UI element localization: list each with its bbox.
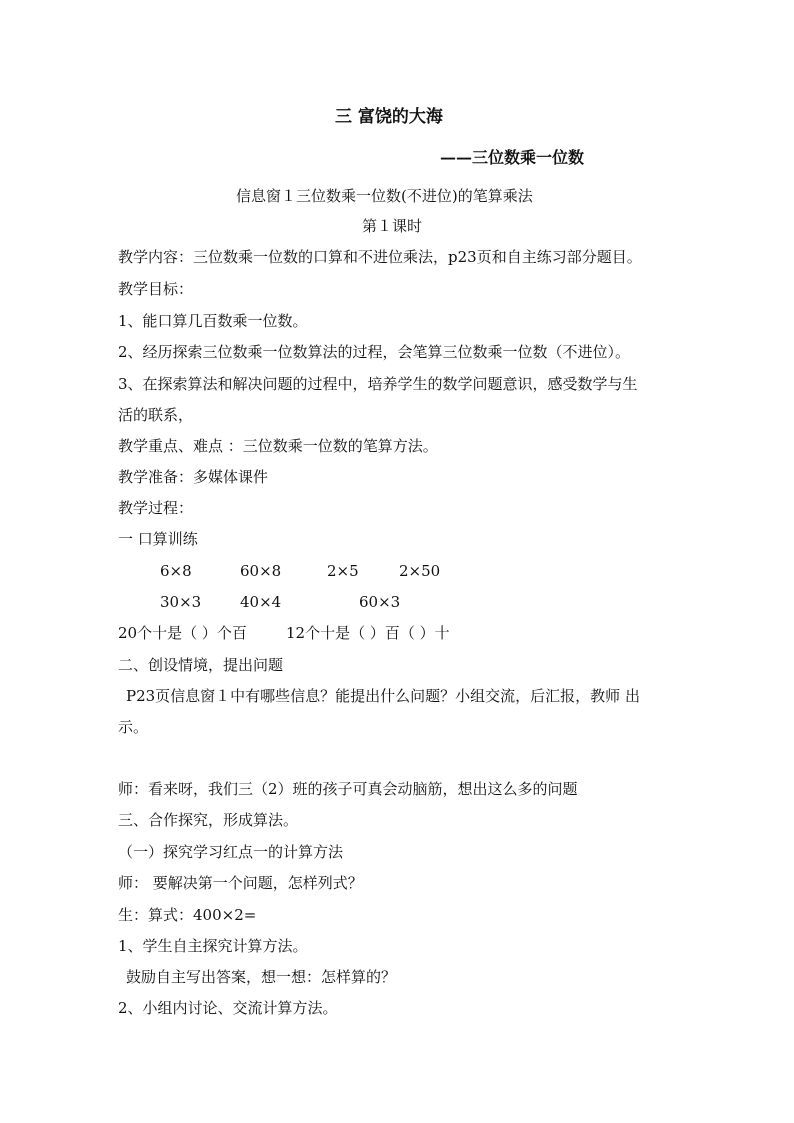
p23-question-line-2: 示。 [118,718,149,736]
oral-item: 2×5 [327,562,359,580]
process-heading: 教学过程： [118,499,194,517]
step-2: 2、小组内讨论、交流计算方法。 [118,999,338,1017]
p23-question-line-1: P23页信息窗１中有哪些信息？能提出什么问题？小组交流，后汇报，教师 出 [126,687,640,705]
oral-item: 60×8 [240,562,282,580]
goal-3-line-1: 3、在探索算法和解决问题的过程中，培养学生的数学问题意识，感受数学与生 [118,375,638,393]
section-1-heading: 一 口算训练 [118,530,198,548]
encourage-note: 鼓励自主写出答案，想一想：怎样算的？ [126,968,397,986]
oral-fill-blank-1: 20个十是（ ）个百 [118,624,247,642]
oral-item: 30×3 [160,593,202,611]
section-3-heading: 三、合作探究，形成算法。 [118,811,299,829]
step-1: 1、学生自主探究计算方法。 [118,937,308,955]
teacher-question: 师： 要解决第一个问题，怎样列式？ [118,874,363,892]
oral-item: 6×8 [160,562,192,580]
lesson-number: 第１课时 [362,217,423,235]
preparation: 教学准备：多媒体课件 [118,468,269,486]
goal-2: 2、经历探索三位数乘一位数算法的过程，会笔算三位数乘一位数（不进位）。 [118,343,631,361]
key-points: 教学重点、难点 ：三位数乘一位数的笔算方法。 [118,437,438,455]
goal-1: 1、能口算几百数乘一位数。 [118,312,308,330]
teaching-content: 教学内容：三位数乘一位数的口算和不进位乘法，p23页和自主练习部分题目。 [118,248,642,266]
oral-item: 60×3 [359,593,401,611]
goals-heading: 教学目标： [118,280,194,298]
section-2-heading: 二、创设情境，提出问题 [118,656,284,674]
oral-item: 2×50 [399,562,441,580]
page-title: 三 富饶的大海 [335,107,443,127]
teacher-remark: 师：看来呀，我们三（2）班的孩子可真会动脑筋，想出这么多的问题 [118,780,578,798]
info-window-heading: 信息窗１三位数乘一位数(不进位)的笔算乘法 [236,187,533,205]
oral-item: 40×4 [240,593,282,611]
subsection-1-heading: （一）探究学习红点一的计算方法 [118,843,344,861]
oral-fill-blank-2: 12个十是（ ）百（ ）十 [286,624,450,642]
page-subtitle: ——三位数乘一位数 [440,148,585,167]
student-answer: 生：算式：400×2= [118,906,257,924]
goal-3-line-2: 活的联系， [118,406,194,424]
